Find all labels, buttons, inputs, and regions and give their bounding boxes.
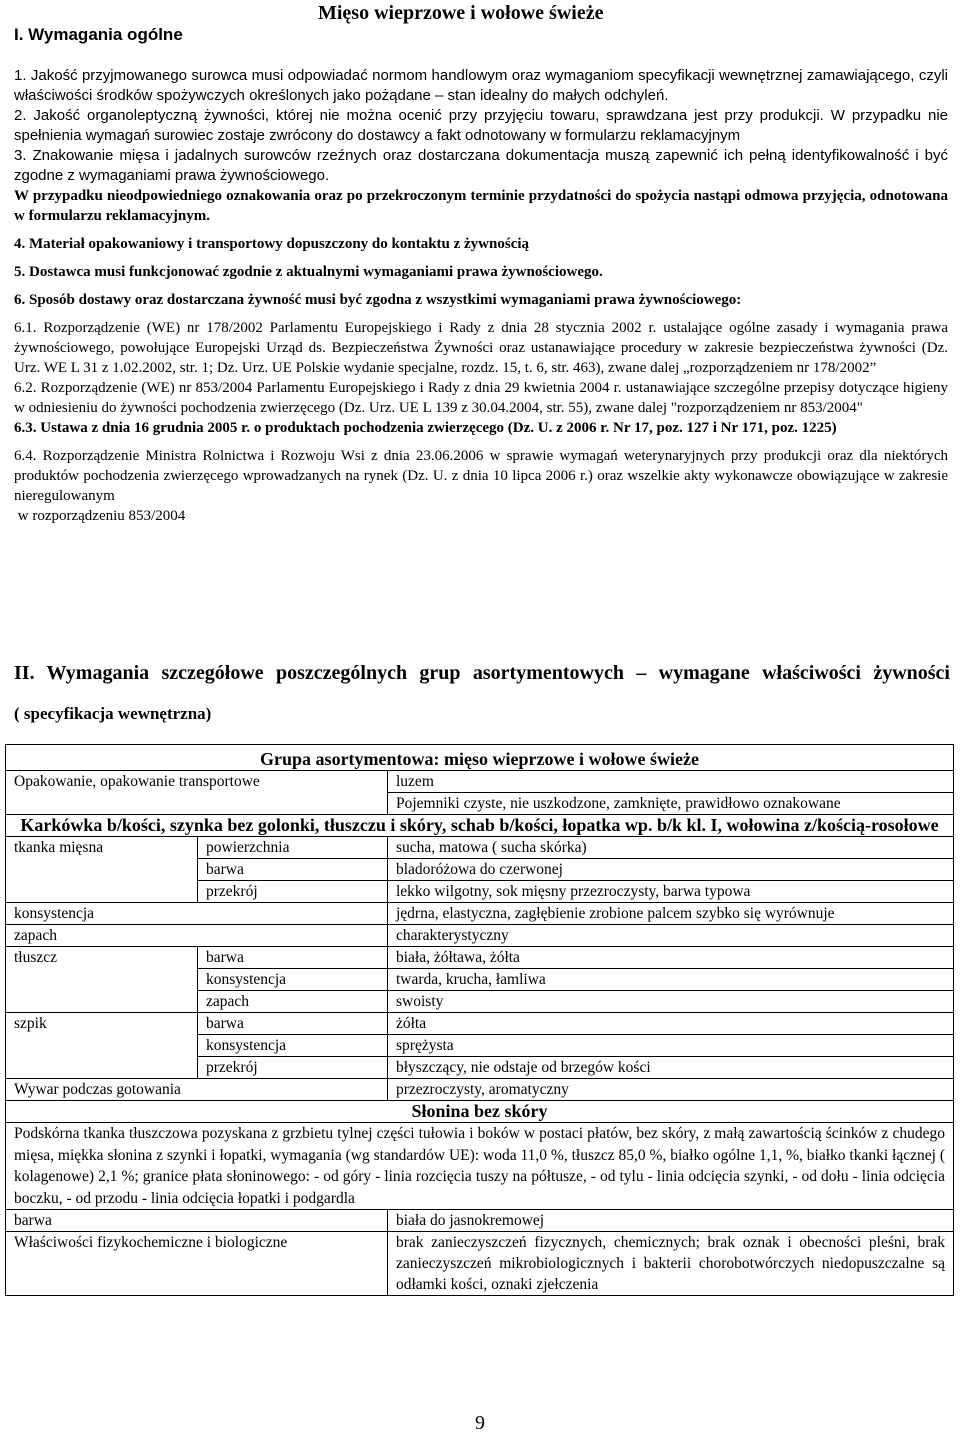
table-row (6, 903, 954, 925)
table-row (6, 1210, 954, 1232)
table-row (6, 991, 954, 1013)
regulation-6-2: 6.2. Rozporządzenie (WE) nr 853/2004 Parlamentu Europejskiego i Rady z dnia 29 kwietnia 2004 r. ustanawiające szczególne przepisy dotyczące higieny w odniesieniu do żywności pochodzenia zwierzęcego (Dz. Urz. UE L 139 z 30.04.2004, str. 55), zwane dalej "rozporządzeniem nr 853/2004" (14, 380, 948, 416)
value-cell: lekko wilgotny, sok mięsny przezroczysty, barwa typowa (388, 881, 954, 903)
value-cell: jędrna, elastyczna, zagłębienie zrobione palcem szybko się wyrównuje (388, 903, 954, 925)
value-cell: przezroczysty, aromatyczny (388, 1079, 954, 1101)
attribute-cell (6, 881, 198, 903)
requirement-6: 6. Sposób dostawy oraz dostarczana żywność musi być zgodna z wszystkimi wymaganiami prawa żywnościowego: (14, 292, 742, 308)
value-cell: swoisty (388, 991, 954, 1013)
attribute-cell (6, 859, 198, 881)
attribute-cell: Wywar podczas gotowania (6, 1079, 388, 1101)
table-row (6, 969, 954, 991)
table-row (6, 1101, 954, 1123)
value-cell: brak zanieczyszczeń fizycznych, chemicznych; brak oznak i obecności pleśni, brak zanieczyszczeń mikrobiologicznych i bakterii chorobotwórczych niedopuszczalne są odłamki kości, oznaki zjełczenia (388, 1232, 954, 1296)
attribute-cell: szpik (6, 1013, 198, 1035)
sub-attribute-cell: barwa (198, 859, 388, 881)
value-cell: biała do jasnokremowej (388, 1210, 954, 1232)
table-row (6, 947, 954, 969)
attribute-cell (6, 1035, 198, 1057)
slonina-description: Podskórna tkanka tłuszczowa pozyskana z grzbietu tylnej części tułowia i boków w postaci płatów, bez skóry, z małą zawartością ścinków z chudego mięsa, miękka słonina z szynki i łopatki, wymagania (wg standardów UE): woda 11,0 %, tłuszcz 85,0 %, białko ogólne 1,1, %, białko tkanki łącznej ( kolagenowe) 2,1 %; granice płata słoninowego: - od góry - linia rozcięcia tuszy na półtusze, - od tylu - linia odcięcia szynki, - od dołu - linia odcięcia boczku, - od przodu - linia odcięcia łopatki i podgardla (6, 1123, 954, 1210)
value-cell: żółta (388, 1013, 954, 1035)
group-title: Grupa asortymentowa: mięso wieprzowe i wołowe świeże (6, 745, 954, 771)
table-row (6, 1232, 954, 1296)
regulation-6-4: 6.4. Rozporządzenie Ministra Rolnictwa i Rozwoju Wsi z dnia 23.06.2006 w sprawie wymagań weterynaryjnych przy produkcji oraz dla niektórych produktów pochodzenia zwierzęcego wprowadzanych na rynek (Dz. U. z dnia 10 lipca 2006 r.) oraz wszelkie akty wykonawcze obowiązujące w zakresie nieregulowanym (14, 448, 948, 504)
requirement-2: 2. Jakość organoleptyczną żywności, której nie można ocenić przy przyjęciu towaru, sprawdzana jest przy produkcji. W przypadku nie spełnienia wymagań surowiec zostaje zwrócony do dostawcy a fakt odnotowany w formularzu reklamacyjnym (14, 107, 948, 144)
table-row (6, 815, 954, 837)
header-left-title: I. Wymagania ogólne (14, 25, 183, 44)
sub-attribute-cell: konsystencja (198, 1035, 388, 1057)
value-cell: biała, żółtawa, żółta (388, 947, 954, 969)
attribute-cell (6, 969, 198, 991)
requirement-3-labeling-note: W przypadku nieodpowiedniego oznakowania oraz po przekroczonym terminie przydatności do spożycia nastąpi odmowa przyjęcia, odnotowana w formularzu reklamacyjnym. (14, 188, 948, 224)
regulation-6-3: 6.3. Ustawa z dnia 16 grudnia 2005 r. o produktach pochodzenia zwierzęcego (Dz. U. z 2006 r. Nr 17, poz. 127 i Nr 171, poz. 1225) (14, 420, 837, 436)
attribute-cell: Właściwości fizykochemiczne i biologiczne (6, 1232, 388, 1296)
sub-attribute-cell: przekrój (198, 881, 388, 903)
value-cell: sprężysta (388, 1035, 954, 1057)
header-right-title: Mięso wieprzowe i wołowe świeże (318, 2, 604, 24)
packaging-label: Opakowanie, opakowanie transportowe (6, 771, 388, 815)
requirement-5: 5. Dostawca musi funkcjonować zgodnie z aktualnymi wymaganiami prawa żywnościowego. (14, 264, 603, 280)
sub-attribute-cell: przekrój (198, 1057, 388, 1079)
attribute-cell (6, 991, 198, 1013)
attribute-cell: zapach (6, 925, 388, 947)
section-2-subtitle: ( specyfikacja wewnętrzna) (14, 704, 212, 723)
table-row (6, 1123, 954, 1210)
table-row (6, 1013, 954, 1035)
regulation-6-1: 6.1. Rozporządzenie (WE) nr 178/2002 Parlamentu Europejskiego i Rady z dnia 28 stycznia 2002 r. ustalające ogólne zasady i wymagania prawa żywnościowego, powołujące Europejski Urząd ds. Bezpieczeństwa Żywności oraz ustanawiające procedury w zakresie bezpieczeństwa żywności (Dz. Urz. WE L 31 z 1.02.2002, str. 1; Dz. Urz. UE Polskie wydanie specjalne, rozdz. 15, t. 6, str. 463), zwane dalej „rozporządzeniem nr 178/2002” (14, 320, 948, 376)
specification-table (5, 744, 954, 1296)
attribute-cell: konsystencja (6, 903, 388, 925)
general-requirements (14, 66, 948, 526)
table-row (6, 837, 954, 859)
value-cell: charakterystyczny (388, 925, 954, 947)
table-row (6, 881, 954, 903)
sub-attribute-cell: barwa (198, 1013, 388, 1035)
sub-attribute-cell: barwa (198, 947, 388, 969)
value-cell: sucha, matowa ( sucha skórka) (388, 837, 954, 859)
table-row (6, 859, 954, 881)
attribute-cell: tkanka mięsna (6, 837, 198, 859)
value-cell: bladoróżowa do czerwonej (388, 859, 954, 881)
section-2-title: II. Wymagania szczegółowe poszczególnych grup asortymentowych – wymagane właściwości żywności (14, 662, 950, 684)
table-row (6, 1057, 954, 1079)
table-row (6, 745, 954, 771)
table-row (6, 1035, 954, 1057)
packaging-value-containers: Pojemniki czyste, nie uszkodzone, zamknięte, prawidłowo oznakowane (388, 793, 954, 815)
attribute-cell: barwa (6, 1210, 388, 1232)
value-cell: błyszczący, nie odstaje od brzegów kości (388, 1057, 954, 1079)
regulation-6-4-continuation: w rozporządzeniu 853/2004 (14, 508, 186, 524)
page-number: 9 (475, 1412, 485, 1434)
table-row (6, 771, 954, 793)
sub-attribute-cell: konsystencja (198, 969, 388, 991)
product-title: Karkówka b/kości, szynka bez golonki, tłuszczu i skóry, schab b/kości, łopatka wp. b/k kl. I, wołowina z/kością-rosołowe (6, 815, 954, 837)
value-cell: twarda, krucha, łamliwa (388, 969, 954, 991)
requirement-3: 3. Znakowanie mięsa i jadalnych surowców rzeźnych oraz dostarczana dokumentacja muszą zapewnić ich pełną identyfikowalność i być zgodne z wymaganiami prawa żywnościowego. (14, 147, 948, 184)
table-row (6, 925, 954, 947)
table-row (6, 1079, 954, 1101)
slonina-title: Słonina bez skóry (6, 1101, 954, 1123)
requirement-1: 1. Jakość przyjmowanego surowca musi odpowiadać normom handlowym oraz wymaganiom specyfikacji wewnętrznej zamawiającego, czyli właściwości środków spożywczych określonych jako pożądane – stan idealny do małych odchyleń. (14, 67, 948, 104)
sub-attribute-cell: zapach (198, 991, 388, 1013)
attribute-cell (6, 1057, 198, 1079)
attribute-cell: tłuszcz (6, 947, 198, 969)
sub-attribute-cell: powierzchnia (198, 837, 388, 859)
requirement-4: 4. Materiał opakowaniowy i transportowy dopuszczony do kontaktu z żywnością (14, 236, 530, 252)
packaging-value-bulk: luzem (388, 771, 954, 793)
